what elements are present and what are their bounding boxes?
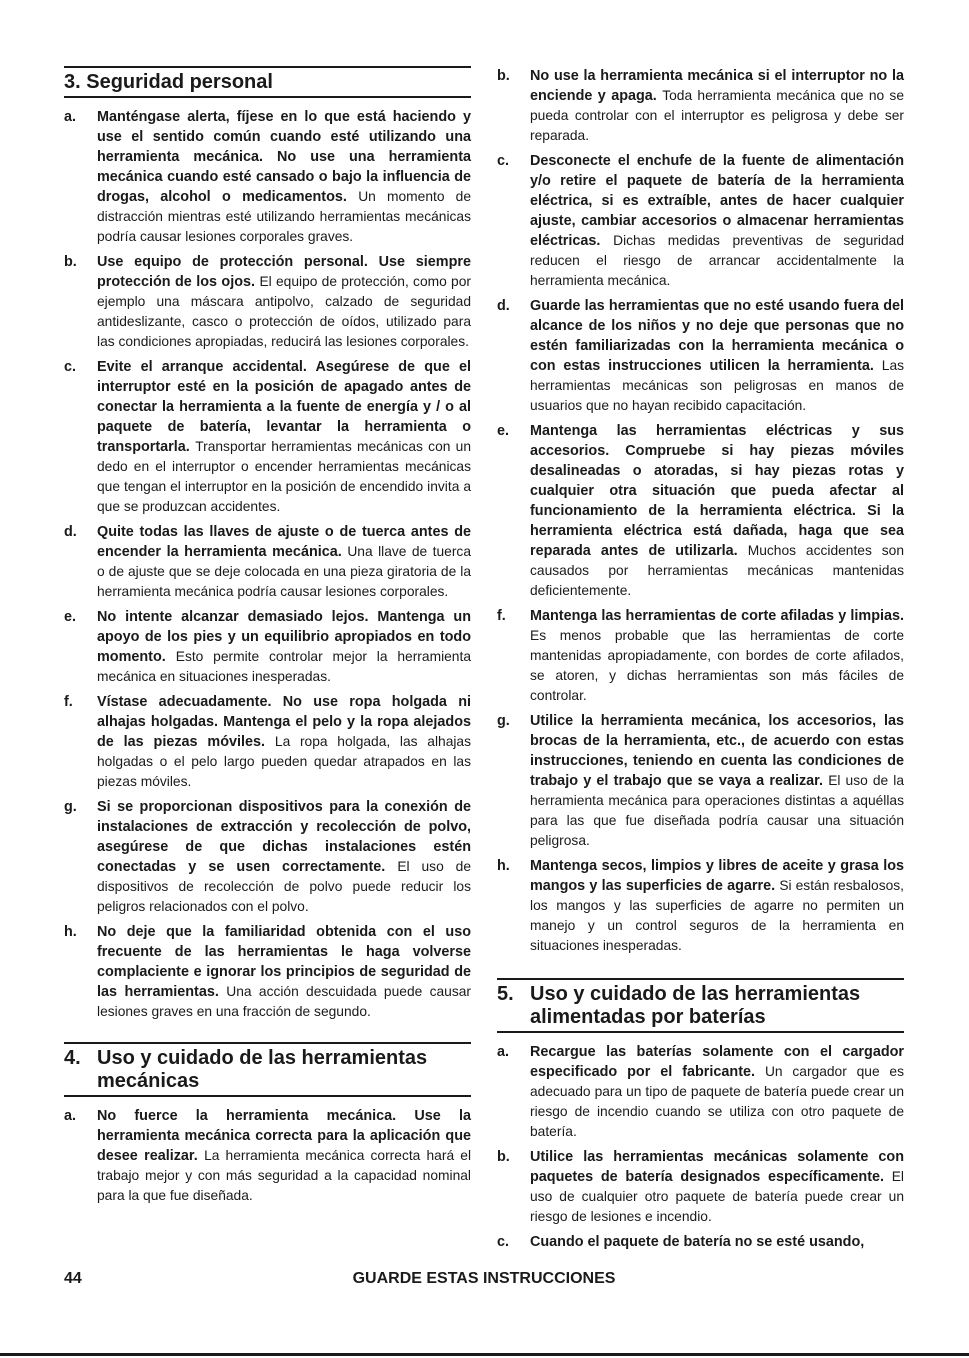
item-text — [530, 606, 904, 706]
section-5-title: Uso y cuidado de las herramientas alimentadas por baterías — [530, 983, 861, 1028]
item-bold-text: Vístase adecuadamente. No use ropa holgada ni alhajas holgadas. Mantenga el pelo y la ropa alejados de las piezas móviles. — [97, 694, 471, 750]
item-letter: e. — [64, 609, 77, 625]
section-3-title: 3. Seguridad personal — [64, 71, 273, 93]
section-3-items — [64, 107, 471, 1022]
item-bold-text: Mantenga las herramientas eléctricas y sus accesorios. Compruebe si hay piezas móviles desalineadas o atoradas, si hay piezas rotas y cualquier otra situación que pueda afectar al funcionamiento de la herramienta eléctrica. Si la herramienta eléctrica está dañada, haga que sea reparada antes de utilizarla. — [530, 423, 904, 559]
item-normal-text: Es menos probable que las herramientas de corte mantenidas apropiadamente, con bordes de corte afilados, se atoren, y dichas herramientas son más fáciles de controlar. — [530, 628, 904, 703]
item-text — [530, 66, 904, 146]
item-letter: b. — [497, 1149, 510, 1165]
item-normal-text: Un cargador que es adecuado para un tipo de paquete de batería puede crear un riesgo de incendio cuando se utiliza con otro paquete de batería. — [530, 1064, 904, 1139]
item-normal-text: La herramienta mecánica correcta hará el trabajo mejor y con más seguridad a la capacidad nominal para la que fue diseñada. — [97, 1148, 472, 1203]
item-text — [97, 522, 471, 602]
item-normal-text: Transportar herramientas mecánicas con un dedo en el interruptor o encender herramientas mecánicas que tengan el interruptor en la posición de encendido invita a que se produzcan accidentes. — [97, 439, 471, 514]
item-normal-text: Una llave de tuerca o de ajuste que se deje colocada en una pieza giratoria de la herramienta mecánica podría causar lesiones corporales. — [97, 544, 471, 599]
list-item — [64, 1106, 471, 1206]
item-normal-text: Una acción descuidada puede causar lesiones graves en una fracción de segundo. — [97, 984, 471, 1019]
list-item — [64, 357, 471, 517]
right-column — [497, 66, 904, 1257]
item-bold-text: Mantenga secos, limpios y libres de aceite y grasa los mangos y las superficies de agarre. — [530, 858, 904, 894]
left-column — [64, 66, 471, 1211]
item-letter: g. — [497, 713, 510, 729]
item-letter: a. — [497, 1044, 510, 1060]
list-item — [497, 1042, 904, 1142]
item-letter: b. — [497, 68, 510, 84]
item-bold-text: Use equipo de protección personal. Use siempre protección de los ojos. — [97, 254, 471, 290]
section-3-header — [64, 66, 471, 98]
item-text — [97, 252, 471, 352]
section-5-items — [497, 1042, 904, 1252]
list-item — [497, 856, 904, 956]
item-text — [530, 151, 904, 291]
item-letter: f. — [497, 608, 506, 624]
section-5-number: 5. — [497, 983, 514, 1005]
section-4-items-left — [64, 1106, 471, 1206]
item-normal-text: La ropa holgada, las alhajas holgadas o el pelo largo pueden quedar atrapados en las piezas móviles. — [97, 734, 472, 789]
item-text — [530, 421, 904, 601]
list-item — [497, 1232, 904, 1252]
section-5 — [497, 978, 904, 1252]
list-item — [64, 607, 471, 687]
item-normal-text: El equipo de protección, como por ejemplo una máscara antipolvo, calzado de seguridad antideslizante, casco o protección de oídos, utilizado para las condiciones apropiadas, reducirá las lesiones corporales. — [97, 274, 471, 349]
item-bold-text: No intente alcanzar demasiado lejos. Mantenga un apoyo de los pies y un equilibrio apropiados en todo momento. — [97, 609, 471, 665]
list-item — [497, 606, 904, 706]
item-bold-text: Si se proporcionan dispositivos para la conexión de instalaciones de extracción y recolección de polvo, asegúrese de que dichas instalaciones estén conectadas y se usen correctamente. — [97, 799, 471, 875]
item-bold-text: Guarde las herramientas que no esté usando fuera del alcance de los niños y no deje que personas que no estén familiarizadas con la herramienta mecánica o con estas instrucciones utilicen la herramienta. — [530, 298, 904, 374]
item-letter: f. — [64, 694, 73, 710]
list-item — [497, 296, 904, 416]
section-5-header — [497, 978, 904, 1033]
item-letter: d. — [64, 524, 77, 540]
item-letter: e. — [497, 423, 510, 439]
section-4-title: Uso y cuidado de las herramientas mecánicas — [97, 1047, 428, 1092]
item-letter: b. — [64, 254, 77, 270]
item-text — [97, 922, 471, 1022]
list-item — [64, 922, 471, 1022]
item-bold-text: Utilice la herramienta mecánica, los accesorios, las brocas de la herramienta, etc., de acuerdo con estas instrucciones, teniendo en cuenta las condiciones de trabajo y el trabajo que se vaya a realizar. — [530, 713, 904, 789]
item-text — [97, 107, 471, 247]
page-number: 44 — [64, 1270, 82, 1287]
item-text — [530, 296, 904, 416]
item-text — [97, 1106, 471, 1206]
item-bold-text: No deje que la familiaridad obtenida con el uso frecuente de las herramientas le haga volverse complaciente e ignorar los principios de seguridad de las herramientas. — [97, 924, 471, 1000]
section-4 — [64, 1042, 471, 1206]
list-item — [497, 711, 904, 851]
item-letter: c. — [64, 359, 77, 375]
item-text — [530, 1147, 904, 1227]
list-item — [64, 107, 471, 247]
item-text — [97, 607, 471, 687]
item-text — [530, 711, 904, 851]
item-bold-text: Quite todas las llaves de ajuste o de tuerca antes de encender la herramienta mecánica. — [97, 524, 471, 560]
list-item — [497, 66, 904, 146]
item-letter: h. — [497, 858, 510, 874]
item-letter: c. — [497, 1234, 510, 1250]
item-normal-text: Muchos accidentes son causados por herramientas mecánicas mantenidas deficientemente. — [530, 543, 904, 598]
list-item — [64, 797, 471, 917]
item-normal-text: Dichas medidas preventivas de seguridad reducen el riesgo de arrancar accidentalmente la herramienta mecánica. — [530, 233, 904, 288]
item-text — [97, 357, 471, 517]
item-letter: a. — [64, 109, 77, 125]
list-item — [497, 151, 904, 291]
item-bold-text: No fuerce la herramienta mecánica. Use la herramienta mecánica correcta para la aplicación que desee realizar. — [97, 1108, 471, 1164]
item-bold-text: Recargue las baterías solamente con el cargador especificado por el fabricante. — [530, 1044, 904, 1080]
item-normal-text: El uso de la herramienta mecánica para operaciones distintas a aquéllas para las que fue diseñada podría causar una situación peligrosa. — [530, 773, 904, 848]
section-4-header — [64, 1042, 471, 1097]
list-item — [64, 522, 471, 602]
page-footer — [64, 1270, 904, 1294]
item-normal-text: Un momento de distracción mientras esté utilizando herramientas mecánicas podría causar lesiones corporales graves. — [97, 189, 472, 244]
item-bold-text: Manténgase alerta, fíjese en lo que está haciendo y use el sentido común cuando esté utilizando una herramienta mecánica. No use una herramienta mecánica cuando esté cansado o bajo la influencia de drogas, alcohol o medicamentos. — [97, 109, 471, 205]
item-text — [97, 692, 471, 792]
item-bold-text: Utilice las herramientas mecánicas solamente con paquetes de batería designados específicamente. — [530, 1149, 904, 1185]
item-text — [530, 856, 904, 956]
item-text — [530, 1232, 864, 1252]
item-letter: g. — [64, 799, 77, 815]
section-4-items-right — [497, 66, 904, 956]
list-item — [64, 252, 471, 352]
item-bold-text: Cuando el paquete de batería no se esté usando, — [530, 1234, 865, 1250]
item-bold-text: No use la herramienta mecánica si el interruptor no la enciende y apaga. — [530, 68, 904, 104]
bottom-rule — [0, 1353, 969, 1356]
item-normal-text: Las herramientas mecánicas son peligrosas en manos de usuarios que no hayan recibido capacitación. — [530, 358, 905, 413]
item-letter: c. — [497, 153, 510, 169]
item-bold-text: Evite el arranque accidental. Asegúrese de que el interruptor esté en la posición de apagado antes de conectar la herramienta a la fuente de energía y / o al paquete de batería, levantar la herramienta o transportarla. — [97, 359, 471, 455]
list-item — [497, 421, 904, 601]
item-normal-text: El uso de cualquier otro paquete de batería puede crear un riesgo de lesiones e incendio. — [530, 1169, 905, 1224]
list-item — [64, 692, 471, 792]
item-text — [97, 797, 471, 917]
item-bold-text: Desconecte el enchufe de la fuente de alimentación y/o retire el paquete de batería de la herramienta eléctrica, si es extraíble, antes de hacer cualquier ajuste, cambiar accesorios o almacenar herramientas eléctricas. — [530, 153, 904, 249]
item-bold-text: Mantenga las herramientas de corte afiladas y limpias. — [530, 608, 904, 624]
item-normal-text: El uso de dispositivos de recolección de polvo puede reducir los peligros relacionados con el polvo. — [97, 859, 471, 914]
item-text — [530, 1042, 904, 1142]
item-normal-text: Esto permite controlar mejor la herramienta mecánica en situaciones inesperadas. — [97, 649, 471, 684]
section-3 — [64, 66, 471, 1022]
list-item — [497, 1147, 904, 1227]
item-letter: d. — [497, 298, 510, 314]
item-letter: a. — [64, 1108, 77, 1124]
item-normal-text: Toda herramienta mecánica que no se pueda controlar con el interruptor es peligrosa y debe ser reparada. — [530, 88, 904, 143]
footer-text: GUARDE ESTAS INSTRUCCIONES — [352, 1270, 616, 1287]
item-letter: h. — [64, 924, 77, 940]
section-4-number: 4. — [64, 1047, 81, 1069]
item-normal-text: Si están resbalosos, los mangos y las superficies de agarre no permiten un manejo y un control seguros de la herramienta en situaciones inesperadas. — [530, 878, 905, 953]
